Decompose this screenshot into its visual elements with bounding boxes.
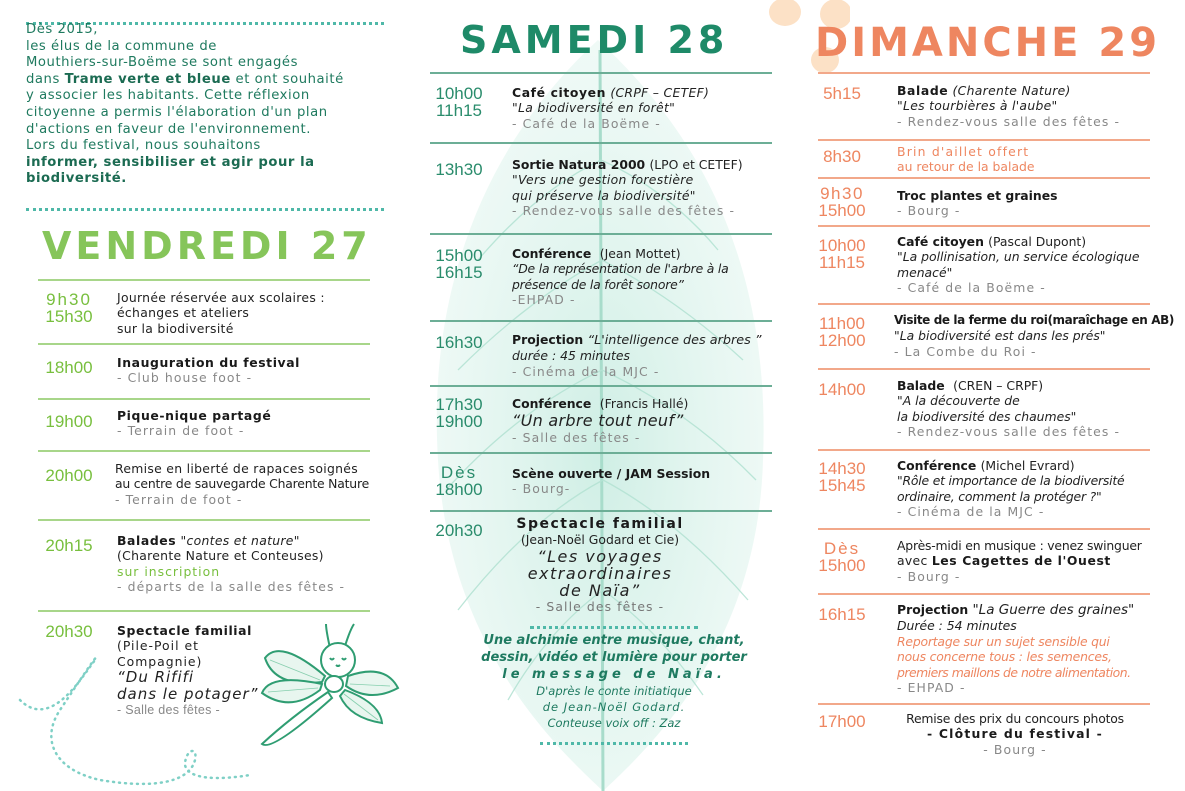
event-line <box>512 246 774 261</box>
event-line: Remise des prix du concours photos <box>906 711 1124 726</box>
event-place: - Salle des fêtes - <box>512 430 641 446</box>
event-time: 20h30 <box>45 622 93 641</box>
event-place: - Café de la Boëme - <box>512 115 661 131</box>
sunday-divider <box>818 528 1150 530</box>
event-time: 16h15 <box>818 605 866 624</box>
event-note: nous concerne tous : les semences, <box>897 649 1112 665</box>
registration-note: sur inscription <box>117 563 221 579</box>
alchimie-bottom-divider <box>540 742 688 745</box>
event-saturday-mottet <box>512 246 774 308</box>
event-time: 20h30 <box>435 521 483 540</box>
event-time: 18h00 <box>45 358 93 377</box>
time-end: 19h00 <box>435 412 483 431</box>
description-line: Une alchimie entre musique, chant, <box>483 633 745 648</box>
event-quote: "A la découverte de <box>897 393 1020 409</box>
event-time <box>428 464 490 498</box>
time-start: 10h00 <box>818 236 866 255</box>
event-title: Balade <box>897 378 945 393</box>
event-saturday-natura <box>512 157 774 219</box>
band-name: Les Cagettes de l'Ouest <box>931 553 1111 569</box>
event-time <box>428 247 490 281</box>
event-sunday-troc <box>897 188 1182 219</box>
intro-line: citoyenne a permis l'élaboration d'un plan <box>26 104 328 120</box>
event-title: Spectacle familial <box>117 623 252 638</box>
friday-divider <box>38 343 370 345</box>
time-end: 15h45 <box>818 476 866 495</box>
event-organizer: (CREN – CRPF) <box>953 378 1044 393</box>
event-quote: dans le potager” <box>117 685 259 704</box>
event-quote: “Du Rififi <box>117 668 195 687</box>
intro-text-segment: dans <box>26 71 65 87</box>
event-organizer: Compagnie) <box>117 653 203 669</box>
sunday-divider <box>818 368 1150 370</box>
event-quote: "La pollinisation, un service écologique <box>897 249 1140 265</box>
event-saturday-halle <box>512 396 774 446</box>
friday-divider <box>38 279 370 281</box>
event-saturday-spectacle <box>500 517 700 614</box>
event-organizer: (Francis Hallé) <box>599 396 689 411</box>
event-time <box>812 315 872 349</box>
time-start: 17h30 <box>435 395 483 414</box>
event-quote: "La biodiversité est dans les prés" <box>894 328 1106 344</box>
event-quote: ordinaire, comment la protéger ?" <box>897 488 1102 504</box>
event-time: 8h30 <box>823 147 861 166</box>
intro-line <box>26 72 386 89</box>
time-start: 10h00 <box>435 84 483 103</box>
event-title: Conférence <box>512 396 592 411</box>
saturday-divider <box>430 510 772 512</box>
event-title: Inauguration du festival <box>117 355 301 370</box>
alchimie-top-divider <box>530 626 698 629</box>
event-friday-balades <box>117 533 387 595</box>
event-place: - Terrain de foot - <box>115 491 243 507</box>
description-line: Conteuse voix off : Zaz <box>547 716 681 730</box>
event-time: 19h00 <box>45 412 93 431</box>
event-title: Spectacle familial <box>516 516 684 532</box>
time-end: 18h00 <box>435 480 483 499</box>
event-title: - Clôture du festival - <box>927 726 1103 742</box>
event-quote: qui préserve la biodiversité" <box>512 187 696 203</box>
sunday-divider <box>818 177 1150 179</box>
description-line: le message de Naïa. <box>502 667 726 682</box>
intro-line: y associer les habitants. Cette réflexion <box>26 88 310 104</box>
event-title: Café citoyen <box>512 85 607 100</box>
event-line <box>897 83 1182 98</box>
event-sunday-cloture <box>890 711 1140 757</box>
event-place: - Rendez-vous salle des fêtes - <box>897 424 1121 440</box>
time-end: 12h00 <box>818 331 866 350</box>
event-quote: “Les voyages <box>537 546 663 566</box>
sunday-divider <box>818 225 1150 227</box>
event-line <box>897 553 1182 568</box>
event-quote: de Naïa” <box>559 580 641 600</box>
event-line <box>897 458 1182 473</box>
event-quote: menacé" <box>897 264 953 280</box>
event-place: - Bourg- <box>512 481 571 497</box>
intro-highlight: informer, sensibiliser et agir pour la <box>26 154 315 170</box>
event-title: Café citoyen <box>897 234 984 249</box>
event-place: - Café de la Boëme - <box>897 280 1046 296</box>
event-line <box>897 602 1182 618</box>
event-title: Projection <box>512 332 584 347</box>
sunday-divider <box>818 593 1150 595</box>
event-organizer: (Charente Nature et Conteuses) <box>117 548 324 564</box>
event-title: Projection <box>897 602 969 617</box>
event-quote: la biodiversité des chaumes" <box>897 408 1077 424</box>
saturday-divider <box>430 233 772 235</box>
time-start: Dès <box>440 463 478 482</box>
event-title: Scène ouverte / JAM Session <box>512 466 711 481</box>
event-place: - départs de la salle des fêtes - <box>117 579 346 595</box>
event-note: premiers maillons de notre alimentation. <box>897 664 1131 680</box>
event-title: Balades <box>117 533 177 548</box>
time-start: Dès <box>823 539 861 558</box>
time-end: 11h15 <box>818 253 865 272</box>
event-friday-spectacle <box>117 623 267 719</box>
spectacle-description <box>455 632 773 731</box>
event-organizer: (Michel Evrard) <box>980 458 1075 473</box>
friday-title: VENDREDI 27 <box>42 224 372 268</box>
event-quote: "contes et nature" <box>180 533 300 548</box>
event-time: 20h00 <box>45 466 93 485</box>
event-place: - Bourg - <box>983 741 1047 757</box>
description-line: dessin, vidéo et lumière pour porter <box>481 650 747 665</box>
event-friday-scolaires <box>117 290 387 336</box>
event-friday-rapaces <box>115 461 385 507</box>
time-end: 16h15 <box>435 263 483 282</box>
event-sunday-evrard <box>897 458 1182 520</box>
event-organizer: (CRPF – CETEF) <box>610 85 710 100</box>
event-place: - Terrain de foot - <box>117 423 245 439</box>
event-sunday-chaumes <box>897 378 1182 440</box>
sunday-divider <box>818 303 1150 305</box>
event-line: échanges et ateliers <box>117 305 250 321</box>
event-time: 5h15 <box>823 84 861 103</box>
event-quote: "Rôle et importance de la biodiversité <box>897 473 1125 489</box>
description-line: D'après le conte initiatique <box>536 684 692 698</box>
event-time <box>812 460 872 494</box>
intro-line: Lors du festival, nous souhaitons <box>26 138 261 154</box>
event-sunday-ferme <box>894 313 1179 359</box>
dragonfly-illustration <box>250 618 400 758</box>
time-end: 11h15 <box>435 101 482 120</box>
event-organizer: (Jean-Noël Godard et Cie) <box>520 532 680 548</box>
event-place: - Rendez-vous salle des fêtes - <box>897 113 1121 129</box>
event-title: Balade <box>897 83 949 98</box>
event-place: - Club house foot - <box>117 370 253 386</box>
time-start: 14h30 <box>818 459 866 478</box>
event-saturday-projection <box>512 332 774 379</box>
event-time <box>812 540 872 574</box>
event-line: Journée réservée aux scolaires : <box>117 290 325 305</box>
saturday-divider <box>430 142 772 144</box>
intro-line: Mouthiers-sur-Boëme se sont engagés <box>26 55 299 71</box>
event-saturday-jam <box>512 466 774 497</box>
time-start: 9h30 <box>820 184 864 203</box>
event-time: 13h30 <box>435 160 483 179</box>
intro-bottom-divider <box>26 208 384 211</box>
event-organizer: (Charente Nature) <box>952 83 1071 98</box>
event-line: sur la biodiversité <box>117 320 234 336</box>
event-line: Après-midi en musique : venez swinguer <box>897 538 1142 553</box>
event-title: Conférence <box>897 458 977 473</box>
friday-divider <box>38 450 370 452</box>
intro-highlight: Trame verte et bleue <box>64 71 231 87</box>
event-quote: “Un arbre tout neuf” <box>512 411 684 431</box>
time-end: 15h00 <box>818 556 866 575</box>
sunday-divider <box>818 703 1150 705</box>
event-duration: durée : 45 minutes <box>512 348 630 364</box>
event-line <box>897 378 1182 393</box>
event-place: - Bourg - <box>897 568 961 584</box>
event-sunday-tourbieres <box>897 83 1182 129</box>
saturday-title: SAMEDI 28 <box>460 18 729 62</box>
saturday-divider <box>430 72 772 74</box>
event-organizer: (Jean Mottet) <box>599 246 681 261</box>
event-time <box>38 291 100 325</box>
event-organizer: (Pile-Poil et <box>117 638 199 654</box>
friday-divider <box>38 610 370 612</box>
event-place: - EHPAD - <box>897 680 966 696</box>
intro-line: Dès 2015, <box>26 22 99 37</box>
saturday-divider <box>430 452 772 454</box>
event-line <box>512 332 774 348</box>
event-place: -EHPAD - <box>512 292 576 308</box>
intro-text-segment: et ont souhaité <box>230 71 344 87</box>
event-note: Reportage sur un sujet sensible qui <box>897 633 1110 649</box>
event-line: Remise en liberté de rapaces soignés <box>115 461 358 476</box>
event-time: 14h00 <box>818 380 866 399</box>
event-title: Conférence <box>512 246 592 261</box>
event-friday-piquenique <box>117 408 387 439</box>
time-start: 9h30 <box>46 290 92 309</box>
event-place: - Cinéma de la MJC - <box>512 363 660 379</box>
description-line: de Jean-Noël Godard. <box>542 700 686 714</box>
event-place: - La Combe du Roi - <box>894 343 1037 359</box>
time-start: 15h00 <box>435 246 483 265</box>
event-sunday-graines <box>897 602 1182 695</box>
event-sunday-musique <box>897 538 1182 584</box>
event-line: au retour de la balade <box>897 159 1035 175</box>
event-friday-inauguration <box>117 355 387 386</box>
time-start: 11h00 <box>818 314 865 333</box>
event-quote: "Les tourbières à l'aube" <box>897 98 1058 114</box>
friday-divider <box>38 398 370 400</box>
intro-highlight: biodiversité. <box>26 171 127 187</box>
event-time <box>812 185 872 219</box>
event-quote: "Vers une gestion forestière <box>512 172 694 188</box>
event-place: - Bourg - <box>897 203 961 219</box>
saturday-divider <box>430 385 772 387</box>
sunday-title: DIMANCHE 29 <box>815 20 1161 66</box>
intro-line: d'actions en faveur de l'environnement. <box>26 121 311 137</box>
event-time: 17h00 <box>818 712 866 731</box>
event-place: - Cinéma de la MJC - <box>897 504 1045 520</box>
event-sunday-pollinisation <box>897 234 1182 296</box>
event-organizer: (Pascal Dupont) <box>988 234 1087 249</box>
event-line: au centre de sauvegarde Charente Nature <box>115 476 369 492</box>
event-place: - Salle des fêtes - <box>535 598 665 614</box>
event-organizer: (LPO et CETEF) <box>649 157 743 172</box>
event-duration: Durée : 54 minutes <box>897 618 1017 634</box>
event-title: Pique-nique partagé <box>117 408 272 423</box>
event-quote: "La biodiversité en forêt" <box>512 100 676 116</box>
event-time: 20h15 <box>45 536 93 555</box>
event-time: 16h30 <box>435 333 483 352</box>
event-line <box>897 234 1182 249</box>
event-quote: présence de la forêt sonore” <box>512 276 684 292</box>
time-end: 15h30 <box>45 307 93 326</box>
event-quote: “L'intelligence des arbres ” <box>587 333 762 348</box>
intro-text <box>26 22 386 188</box>
event-line <box>512 157 774 172</box>
event-quote: "La Guerre des graines" <box>972 602 1135 618</box>
event-quote: “De la représentation de l'arbre à la <box>512 261 729 277</box>
event-text-segment: avec <box>897 553 932 569</box>
event-title: Sortie Natura 2000 <box>512 157 646 172</box>
sunday-divider <box>818 139 1150 141</box>
event-time <box>428 85 490 119</box>
event-line <box>117 533 387 548</box>
event-line <box>512 85 774 100</box>
sunday-divider <box>818 72 1150 74</box>
event-place: - Rendez-vous salle des fêtes - <box>512 203 736 219</box>
event-time <box>812 237 872 271</box>
event-place: - Salle des fêtes - <box>117 703 220 718</box>
event-sunday-aillet <box>897 144 1182 175</box>
event-quote: extraordinaires <box>527 563 673 583</box>
saturday-divider <box>430 320 772 322</box>
event-saturday-cafe <box>512 85 774 131</box>
event-title: Visite de la ferme du roi(maraîchage en AB) <box>894 313 1174 327</box>
event-line: Brin d'aillet offert <box>897 144 1030 159</box>
event-time <box>428 396 490 430</box>
event-line <box>512 396 774 411</box>
sunday-divider <box>818 449 1150 451</box>
time-end: 15h00 <box>818 201 866 220</box>
event-title: Troc plantes et graines <box>897 188 1058 203</box>
intro-line: les élus de la commune de <box>26 38 217 54</box>
friday-divider <box>38 519 370 521</box>
